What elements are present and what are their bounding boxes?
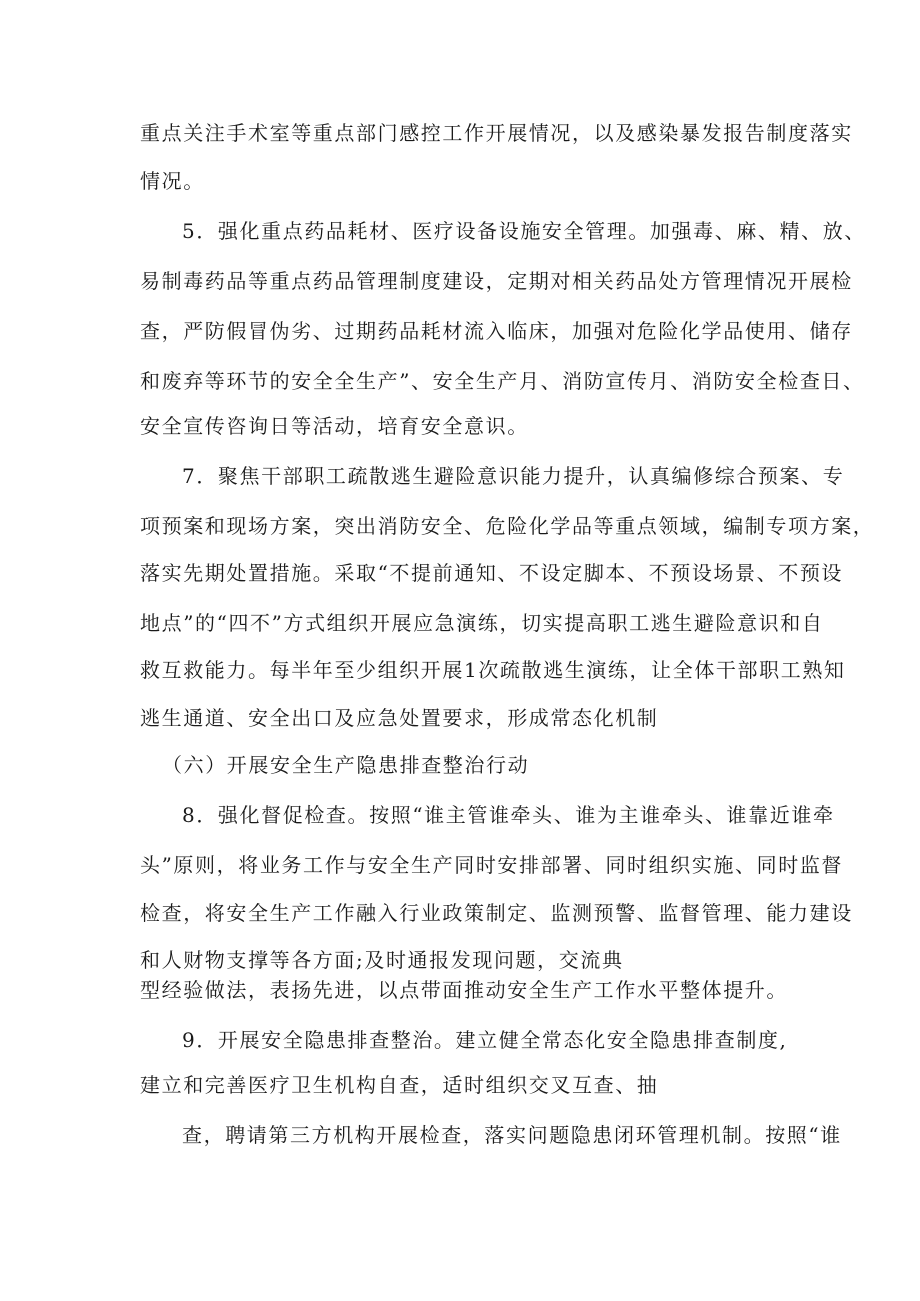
text-line: 和人财物支撑等各方面;及时通报发现问题，交流典: [140, 948, 624, 972]
text-line: 8．强化督促检查。按照“谁主管谁牵头、谁为主谁牵头、谁靠近谁牵: [182, 803, 835, 827]
text-line: 地点”的“四不”方式组织开展应急演练，切实提高职工逃生避险意识和自: [140, 611, 824, 635]
text-line: 重点关注手术室等重点部门感控工作开展情况，以及感染暴发报告制度落实: [140, 121, 853, 145]
text-line: 安全宣传咨询日等活动，培育安全意识。: [140, 414, 529, 438]
text-line: 救互救能力。每半年至少组织开展1次疏散逃生演练，让全体干部职工熟知: [140, 658, 846, 682]
text-line: 5．强化重点药品耗材、医疗设备设施安全管理。加强毒、麻、精、放、: [182, 219, 866, 243]
text-line: 情况。: [140, 169, 205, 193]
text-line: 9．开展安全隐患排查整治。建立健全常态化安全隐患排查制度,: [182, 1028, 788, 1052]
text-line: 建立和完善医疗卫生机构自查，适时组织交叉互查、抽: [140, 1073, 659, 1097]
text-line: 易制毒药品等重点药品管理制度建设，定期对相关药品处方管理情况开展检: [140, 269, 853, 293]
text-line: 逃生通道、安全出口及应急处置要求，形成常态化机制: [140, 706, 659, 730]
text-line: 落实先期处置措施。采取“不提前通知、不设定脚本、不预设场景、不预设: [140, 561, 844, 585]
text-line: 和废弃等环节的安全全生产”、安全生产月、消防宣传月、消防安全检查日、: [140, 369, 865, 393]
section-heading: （六）开展安全生产隐患排查整治行动: [162, 753, 530, 777]
text-line: 查，严防假冒伪劣、过期药品耗材流入临床，加强对危险化学品使用、储存: [140, 319, 853, 343]
text-line: 项预案和现场方案，突出消防安全、危险化学品等重点领域，编制专项方案，: [140, 514, 875, 538]
text-line: 7．聚焦干部职工疏散逃生避险意识能力提升，认真编修综合预案、专: [182, 464, 845, 488]
text-line: 头”原则，将业务工作与安全生产同时安排部署、同时组织实施、同时监督: [140, 853, 844, 877]
text-line: 型经验做法，表扬先进，以点带面推动安全生产工作水平整体提升。: [140, 978, 788, 1002]
text-line: 查，聘请第三方机构开展检查，落实问题隐患闭环管理机制。按照“谁: [182, 1123, 842, 1147]
text-line: 检查，将安全生产工作融入行业政策制定、监测预警、监督管理、能力建设: [140, 901, 853, 925]
